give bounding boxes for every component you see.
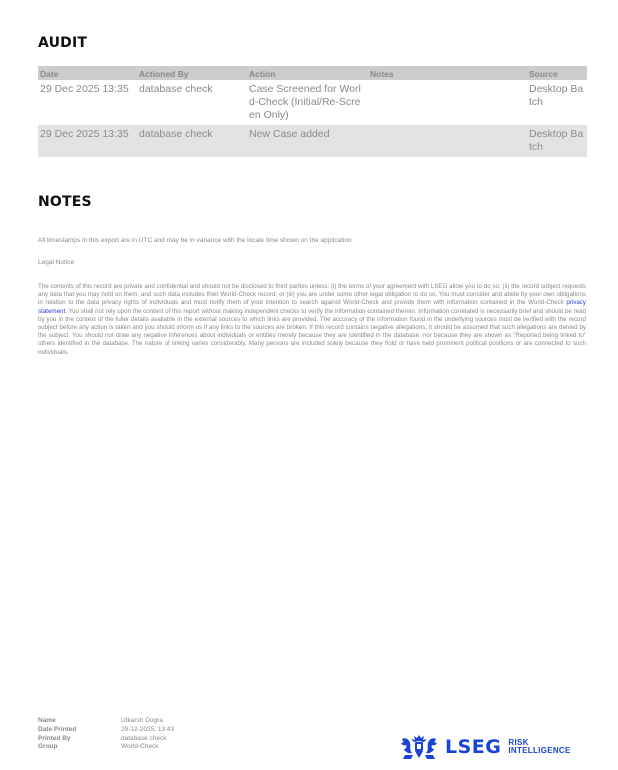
meta-label: Group <box>38 743 58 751</box>
cell-date: 29 Dec 2025 13:35 <box>38 125 137 157</box>
legal-text-part-1: The contents of this record are private and confidential and should not be disclosed to third parties unless: (i) the terms of your agreement with LSEG allow you to do so; (ii) the record subject requests any data that you may hold on them, and such data includes their World-Check record; or (iii) you are under some other legal obligation to do so. You must consider and abide by your own obligations in relation to the data privacy rights of individuals and must notify them of your intention to search against World-Check and provide them with information contained in the World-Check <box>38 283 586 307</box>
cell-date: 29 Dec 2025 13:35 <box>38 80 137 125</box>
brand-subtitle-line-2: INTELLIGENCE <box>508 746 571 755</box>
timezone-note: All timestamps in this export are in UTC and may be in variance with the locale time shown on the application <box>38 237 352 244</box>
brand-subtitle <box>508 739 570 755</box>
meta-label: Date Printed <box>38 725 77 733</box>
print-metadata <box>38 717 174 752</box>
meta-row-date-printed <box>38 726 174 735</box>
legal-notice-heading: Legal Notice <box>38 259 75 266</box>
privacy-statement-link[interactable]: privacy statement <box>38 299 586 315</box>
cell-source: Desktop Batch <box>527 125 587 157</box>
table-row <box>38 125 587 157</box>
meta-row-printed-by <box>38 735 174 744</box>
notes-title: NOTES <box>38 194 92 210</box>
cell-actioned-by: database check <box>137 125 247 157</box>
audit-header-row <box>38 66 587 80</box>
lion-crest-icon <box>399 733 439 761</box>
meta-value: Utkarsh Dogra <box>121 717 163 724</box>
col-header-source: Source <box>527 66 587 80</box>
audit-title: AUDIT <box>38 35 88 51</box>
cell-actioned-by: database check <box>137 80 247 125</box>
cell-action: Case Screened for World-Check (Initial/Re-Screen Only) <box>247 80 368 125</box>
meta-value: 29-12-2025, 13:43 <box>121 725 175 733</box>
lseg-logo <box>399 733 571 761</box>
col-header-notes: Notes <box>368 66 527 80</box>
cell-source: Desktop Batch <box>527 80 587 125</box>
legal-notice-text <box>38 283 586 357</box>
col-header-date: Date <box>38 66 137 80</box>
brand-subtitle-line-1: RISK <box>508 738 529 747</box>
brand-wordmark: LSEG <box>445 736 502 758</box>
legal-text-part-2: . You shall not rely upon the content of this report without making independent checks to verify the information contained therein. Information correlated is necessarily brief and should be read by you in the context of the fuller details available in the external sources to which links are provided. The accuracy of the information found in the underlying sources must be verified with the record subject before any action is taken and you should inform us if any links to the sources are broken. If this record contains negative allegations, it should be assumed that such allegations are denied by the subject. You should not draw any negative inferences about individuals or entities merely because they are identified in the database, nor because they are shown as "Reported being linked to" others identified in the database. The nature of linking varies considerably. Many persons are included solely because they hold or have held prominent political positions or are connected to such individuals. <box>38 307 586 356</box>
table-row <box>38 80 587 125</box>
col-header-action: Action <box>247 66 368 80</box>
cell-action: New Case added <box>247 125 368 157</box>
audit-table <box>38 66 587 157</box>
meta-row-group <box>38 743 174 752</box>
cell-notes <box>368 125 527 157</box>
col-header-actioned-by: Actioned By <box>137 66 247 80</box>
meta-label: Name <box>38 717 56 724</box>
meta-value: World-Check <box>121 743 159 751</box>
meta-value: database check <box>121 734 167 742</box>
meta-row-name <box>38 717 174 726</box>
cell-notes <box>368 80 527 125</box>
meta-label: Printed By <box>38 734 71 742</box>
